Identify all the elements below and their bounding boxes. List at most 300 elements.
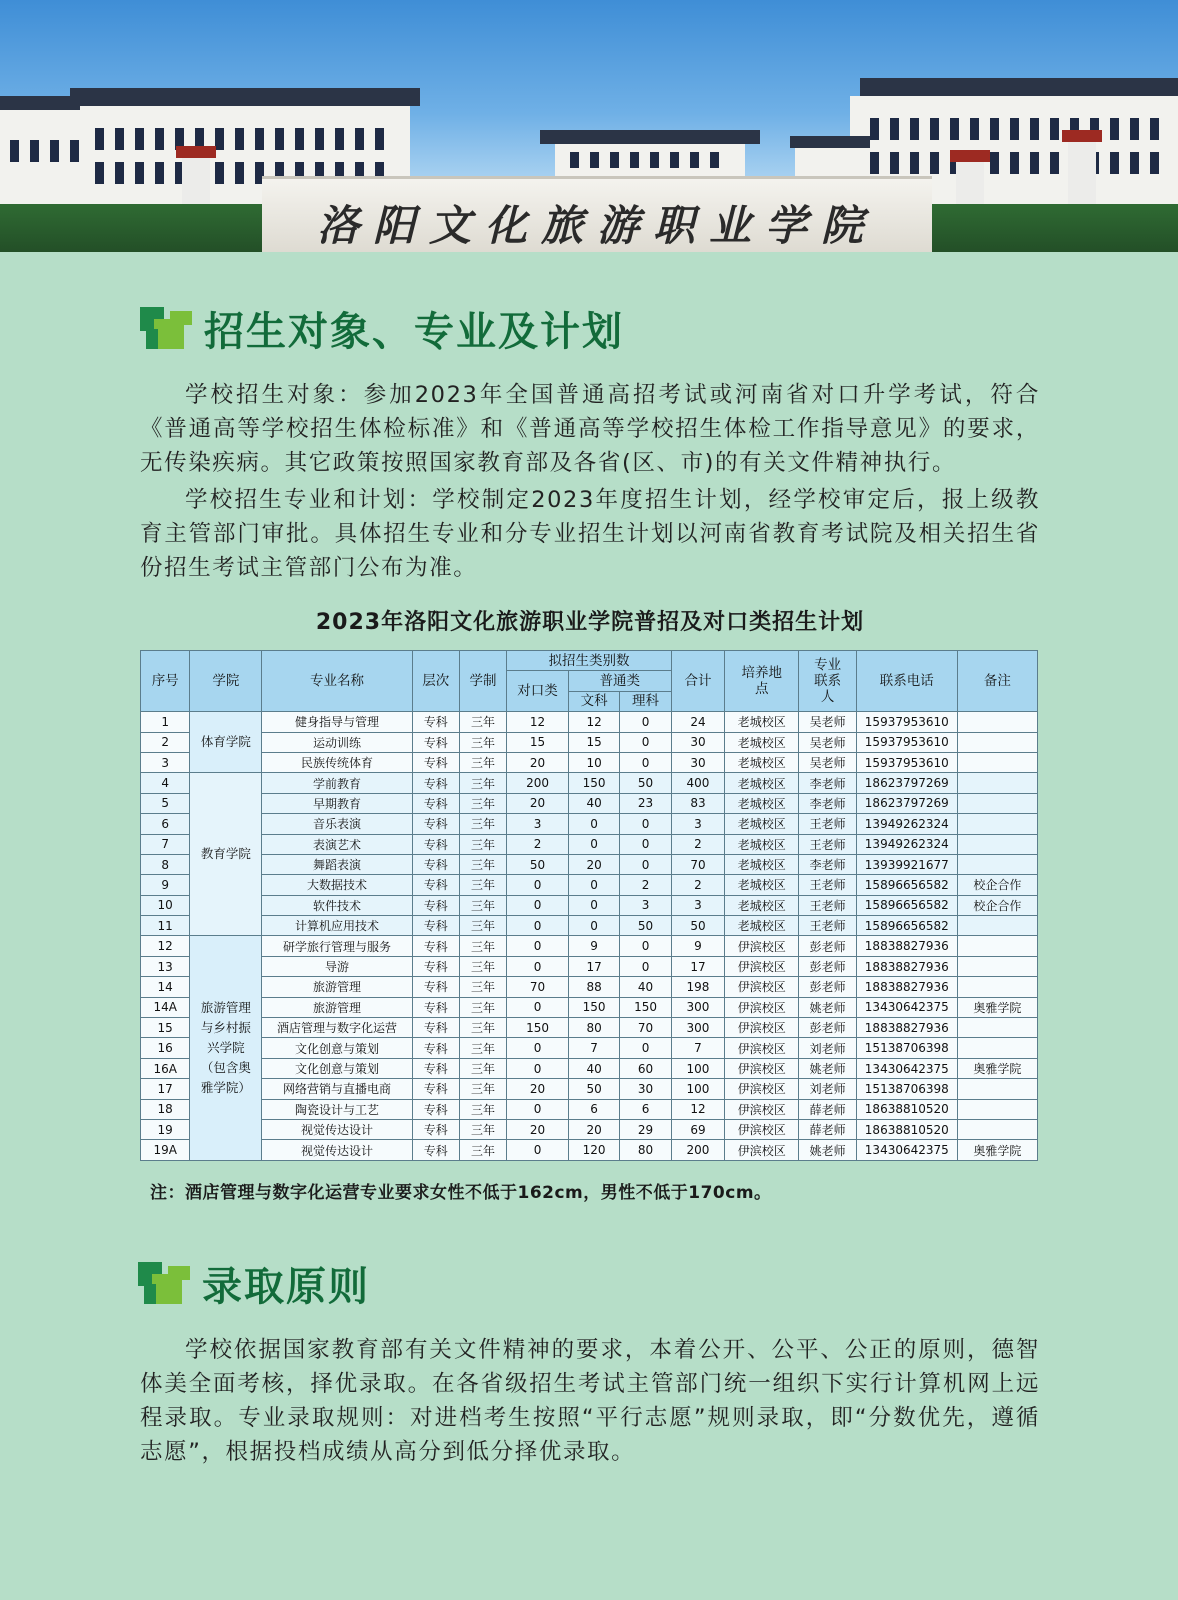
cell-seq: 19A bbox=[141, 1140, 190, 1160]
cell-total: 17 bbox=[671, 956, 724, 976]
cell-remark bbox=[957, 773, 1037, 793]
cell-wenke: 7 bbox=[568, 1038, 619, 1058]
building-windows bbox=[10, 140, 80, 162]
cell-contact: 李老师 bbox=[799, 793, 857, 813]
cell-duikou: 0 bbox=[507, 997, 569, 1017]
cell-level: 专科 bbox=[412, 1079, 459, 1099]
cell-years: 三年 bbox=[459, 1058, 506, 1078]
cell-major: 旅游管理 bbox=[262, 997, 412, 1017]
cell-total: 24 bbox=[671, 712, 724, 732]
cell-duikou: 200 bbox=[507, 773, 569, 793]
cell-seq: 4 bbox=[141, 773, 190, 793]
header-planned: 拟招生类别数 bbox=[507, 651, 672, 671]
cell-years: 三年 bbox=[459, 1119, 506, 1139]
school-name-plaque bbox=[262, 176, 932, 252]
cell-seq: 11 bbox=[141, 916, 190, 936]
cell-wenke: 17 bbox=[568, 956, 619, 976]
table-row bbox=[141, 814, 1038, 834]
table-row bbox=[141, 712, 1038, 732]
cell-level: 专科 bbox=[412, 977, 459, 997]
cell-seq: 16 bbox=[141, 1038, 190, 1058]
cell-level: 专科 bbox=[412, 1038, 459, 1058]
cell-years: 三年 bbox=[459, 895, 506, 915]
cell-wenke: 150 bbox=[568, 997, 619, 1017]
cell-remark: 校企合作 bbox=[957, 895, 1037, 915]
table-row bbox=[141, 1079, 1038, 1099]
pillar-cap bbox=[1062, 130, 1102, 142]
table-row bbox=[141, 977, 1038, 997]
cell-major: 酒店管理与数字化运营 bbox=[262, 1018, 412, 1038]
section-heading-admission bbox=[138, 1255, 370, 1312]
cell-location: 伊滨校区 bbox=[725, 997, 799, 1017]
cell-seq: 8 bbox=[141, 854, 190, 874]
cell-years: 三年 bbox=[459, 773, 506, 793]
cell-duikou: 0 bbox=[507, 916, 569, 936]
building-windows bbox=[95, 128, 395, 150]
table-row bbox=[141, 854, 1038, 874]
table-row bbox=[141, 793, 1038, 813]
cell-seq: 9 bbox=[141, 875, 190, 895]
header-seq: 序号 bbox=[141, 651, 190, 712]
cell-like: 29 bbox=[620, 1119, 671, 1139]
cell-total: 300 bbox=[671, 1018, 724, 1038]
cell-total: 400 bbox=[671, 773, 724, 793]
cell-level: 专科 bbox=[412, 895, 459, 915]
cell-phone: 13949262324 bbox=[856, 814, 957, 834]
cell-level: 专科 bbox=[412, 1119, 459, 1139]
cell-remark bbox=[957, 916, 1037, 936]
cell-like: 0 bbox=[620, 814, 671, 834]
cell-location: 伊滨校区 bbox=[725, 1099, 799, 1119]
cell-duikou: 0 bbox=[507, 1058, 569, 1078]
cell-phone: 15937953610 bbox=[856, 732, 957, 752]
table-row bbox=[141, 1099, 1038, 1119]
cell-level: 专科 bbox=[412, 793, 459, 813]
cell-wenke: 120 bbox=[568, 1140, 619, 1160]
cell-like: 0 bbox=[620, 834, 671, 854]
cell-duikou: 0 bbox=[507, 875, 569, 895]
cell-location: 老城校区 bbox=[725, 732, 799, 752]
pillar-cap bbox=[176, 146, 216, 158]
cell-location: 老城校区 bbox=[725, 895, 799, 915]
cell-seq: 7 bbox=[141, 834, 190, 854]
cell-phone: 15896656582 bbox=[856, 916, 957, 936]
cell-wenke: 0 bbox=[568, 916, 619, 936]
cell-duikou: 50 bbox=[507, 854, 569, 874]
table-row bbox=[141, 875, 1038, 895]
cell-wenke: 12 bbox=[568, 712, 619, 732]
header-level: 层次 bbox=[412, 651, 459, 712]
cell-contact: 刘老师 bbox=[799, 1079, 857, 1099]
cell-total: 70 bbox=[671, 854, 724, 874]
table-row bbox=[141, 895, 1038, 915]
cell-level: 专科 bbox=[412, 1018, 459, 1038]
cell-location: 老城校区 bbox=[725, 834, 799, 854]
building-roof bbox=[860, 78, 1178, 96]
cell-years: 三年 bbox=[459, 1038, 506, 1058]
cell-major: 导游 bbox=[262, 956, 412, 976]
cell-years: 三年 bbox=[459, 834, 506, 854]
cell-seq: 3 bbox=[141, 752, 190, 772]
campus-banner bbox=[0, 0, 1178, 252]
cell-phone: 15896656582 bbox=[856, 875, 957, 895]
cell-total: 50 bbox=[671, 916, 724, 936]
cell-wenke: 150 bbox=[568, 773, 619, 793]
cell-years: 三年 bbox=[459, 1099, 506, 1119]
cell-duikou: 70 bbox=[507, 977, 569, 997]
cell-location: 伊滨校区 bbox=[725, 1140, 799, 1160]
cell-seq: 1 bbox=[141, 712, 190, 732]
header-remark: 备注 bbox=[957, 651, 1037, 712]
cell-years: 三年 bbox=[459, 712, 506, 732]
header-phone: 联系电话 bbox=[856, 651, 957, 712]
cell-phone: 13430642375 bbox=[856, 1140, 957, 1160]
cell-total: 30 bbox=[671, 732, 724, 752]
cell-phone: 15937953610 bbox=[856, 712, 957, 732]
cell-remark: 奥雅学院 bbox=[957, 1058, 1037, 1078]
cell-level: 专科 bbox=[412, 1058, 459, 1078]
cell-level: 专科 bbox=[412, 854, 459, 874]
cell-total: 2 bbox=[671, 834, 724, 854]
cell-duikou: 20 bbox=[507, 1079, 569, 1099]
table-row bbox=[141, 752, 1038, 772]
cell-major: 音乐表演 bbox=[262, 814, 412, 834]
cell-like: 0 bbox=[620, 854, 671, 874]
cell-years: 三年 bbox=[459, 875, 506, 895]
cell-location: 老城校区 bbox=[725, 712, 799, 732]
cell-level: 专科 bbox=[412, 997, 459, 1017]
cell-major: 旅游管理 bbox=[262, 977, 412, 997]
cell-level: 专科 bbox=[412, 773, 459, 793]
cell-phone: 18638810520 bbox=[856, 1099, 957, 1119]
cell-major: 表演艺术 bbox=[262, 834, 412, 854]
cell-major: 文化创意与策划 bbox=[262, 1058, 412, 1078]
cell-major: 学前教育 bbox=[262, 773, 412, 793]
cell-total: 83 bbox=[671, 793, 724, 813]
table-title: 2023年洛阳文化旅游职业学院普招及对口类招生计划 bbox=[315, 610, 865, 635]
cell-total: 300 bbox=[671, 997, 724, 1017]
section-title: 录取原则 bbox=[202, 1264, 370, 1310]
cell-like: 0 bbox=[620, 956, 671, 976]
cell-major: 网络营销与直播电商 bbox=[262, 1079, 412, 1099]
cell-wenke: 40 bbox=[568, 1058, 619, 1078]
cell-contact: 彭老师 bbox=[799, 936, 857, 956]
cell-duikou: 15 bbox=[507, 732, 569, 752]
cell-level: 专科 bbox=[412, 752, 459, 772]
cell-remark bbox=[957, 854, 1037, 874]
cell-years: 三年 bbox=[459, 793, 506, 813]
cell-duikou: 0 bbox=[507, 1140, 569, 1160]
cell-college: 教育学院 bbox=[190, 773, 262, 936]
cell-wenke: 6 bbox=[568, 1099, 619, 1119]
cell-location: 伊滨校区 bbox=[725, 1079, 799, 1099]
cell-location: 伊滨校区 bbox=[725, 1058, 799, 1078]
cell-total: 198 bbox=[671, 977, 724, 997]
cell-seq: 5 bbox=[141, 793, 190, 813]
cell-remark bbox=[957, 752, 1037, 772]
cell-like: 80 bbox=[620, 1140, 671, 1160]
cell-phone: 18838827936 bbox=[856, 956, 957, 976]
cell-phone: 15138706398 bbox=[856, 1038, 957, 1058]
cell-wenke: 0 bbox=[568, 834, 619, 854]
cell-location: 伊滨校区 bbox=[725, 936, 799, 956]
cell-seq: 19 bbox=[141, 1119, 190, 1139]
cell-college: 体育学院 bbox=[190, 712, 262, 773]
cell-level: 专科 bbox=[412, 936, 459, 956]
cell-contact: 李老师 bbox=[799, 854, 857, 874]
cell-contact: 王老师 bbox=[799, 834, 857, 854]
cell-location: 老城校区 bbox=[725, 752, 799, 772]
header-location: 培养地点 bbox=[725, 651, 799, 712]
cell-seq: 6 bbox=[141, 814, 190, 834]
cell-seq: 14A bbox=[141, 997, 190, 1017]
cell-like: 0 bbox=[620, 936, 671, 956]
cell-years: 三年 bbox=[459, 814, 506, 834]
cell-total: 30 bbox=[671, 752, 724, 772]
cell-duikou: 20 bbox=[507, 752, 569, 772]
cell-total: 3 bbox=[671, 814, 724, 834]
section-square-icon bbox=[138, 1262, 192, 1306]
cell-level: 专科 bbox=[412, 834, 459, 854]
cell-location: 老城校区 bbox=[725, 814, 799, 834]
cell-major: 视觉传达设计 bbox=[262, 1140, 412, 1160]
cell-years: 三年 bbox=[459, 854, 506, 874]
cell-total: 9 bbox=[671, 936, 724, 956]
cell-duikou: 12 bbox=[507, 712, 569, 732]
cell-remark bbox=[957, 793, 1037, 813]
cell-location: 伊滨校区 bbox=[725, 1119, 799, 1139]
cell-major: 陶瓷设计与工艺 bbox=[262, 1099, 412, 1119]
header-college: 学院 bbox=[190, 651, 262, 712]
cell-phone: 18838827936 bbox=[856, 977, 957, 997]
table-row bbox=[141, 1018, 1038, 1038]
cell-phone: 18623797269 bbox=[856, 773, 957, 793]
cell-phone: 15896656582 bbox=[856, 895, 957, 915]
cell-duikou: 2 bbox=[507, 834, 569, 854]
cell-major: 健身指导与管理 bbox=[262, 712, 412, 732]
cell-remark: 奥雅学院 bbox=[957, 997, 1037, 1017]
table-row bbox=[141, 1140, 1038, 1160]
cell-like: 0 bbox=[620, 752, 671, 772]
cell-wenke: 0 bbox=[568, 814, 619, 834]
cell-level: 专科 bbox=[412, 814, 459, 834]
cell-contact: 吴老师 bbox=[799, 752, 857, 772]
table-row bbox=[141, 916, 1038, 936]
enrollment-plan-table bbox=[140, 650, 1038, 1161]
cell-location: 伊滨校区 bbox=[725, 1018, 799, 1038]
cell-level: 专科 bbox=[412, 956, 459, 976]
section-square-icon bbox=[140, 307, 194, 351]
cell-like: 3 bbox=[620, 895, 671, 915]
cell-seq: 10 bbox=[141, 895, 190, 915]
cell-contact: 王老师 bbox=[799, 895, 857, 915]
cell-seq: 13 bbox=[141, 956, 190, 976]
cell-major: 民族传统体育 bbox=[262, 752, 412, 772]
cell-major: 研学旅行管理与服务 bbox=[262, 936, 412, 956]
cell-wenke: 15 bbox=[568, 732, 619, 752]
cell-contact: 彭老师 bbox=[799, 1018, 857, 1038]
cell-contact: 姚老师 bbox=[799, 1140, 857, 1160]
cell-remark bbox=[957, 1018, 1037, 1038]
cell-wenke: 20 bbox=[568, 854, 619, 874]
header-years: 学制 bbox=[459, 651, 506, 712]
enrollment-plan-paragraph: 学校招生专业和计划：学校制定2023年度招生计划，经学校审定后，报上级教育主管部门审批。具体招生专业和分专业招生计划以河南省教育考试院及相关招生省份招生考试主管部门公布为准。 bbox=[140, 487, 1040, 581]
cell-level: 专科 bbox=[412, 1099, 459, 1119]
cell-total: 7 bbox=[671, 1038, 724, 1058]
cell-remark bbox=[957, 977, 1037, 997]
cell-contact: 吴老师 bbox=[799, 712, 857, 732]
cell-like: 40 bbox=[620, 977, 671, 997]
table-row bbox=[141, 936, 1038, 956]
cell-remark bbox=[957, 956, 1037, 976]
cell-major: 视觉传达设计 bbox=[262, 1119, 412, 1139]
cell-contact: 薛老师 bbox=[799, 1119, 857, 1139]
cell-college: 旅游管理与乡村振兴学院（包含奥雅学院） bbox=[190, 936, 262, 1160]
cell-seq: 14 bbox=[141, 977, 190, 997]
cell-contact: 王老师 bbox=[799, 875, 857, 895]
cell-contact: 姚老师 bbox=[799, 997, 857, 1017]
cell-like: 6 bbox=[620, 1099, 671, 1119]
cell-remark bbox=[957, 834, 1037, 854]
cell-seq: 18 bbox=[141, 1099, 190, 1119]
cell-phone: 18838827936 bbox=[856, 936, 957, 956]
cell-remark bbox=[957, 732, 1037, 752]
cell-seq: 2 bbox=[141, 732, 190, 752]
cell-location: 老城校区 bbox=[725, 793, 799, 813]
cell-like: 60 bbox=[620, 1058, 671, 1078]
cell-major: 大数据技术 bbox=[262, 875, 412, 895]
building-roof bbox=[790, 136, 870, 148]
cell-phone: 15937953610 bbox=[856, 752, 957, 772]
cell-contact: 王老师 bbox=[799, 916, 857, 936]
cell-contact: 彭老师 bbox=[799, 956, 857, 976]
cell-like: 0 bbox=[620, 1038, 671, 1058]
cell-remark bbox=[957, 814, 1037, 834]
table-row bbox=[141, 956, 1038, 976]
table-row bbox=[141, 1038, 1038, 1058]
cell-contact: 李老师 bbox=[799, 773, 857, 793]
cell-like: 2 bbox=[620, 875, 671, 895]
cell-duikou: 0 bbox=[507, 936, 569, 956]
cell-wenke: 50 bbox=[568, 1079, 619, 1099]
cell-years: 三年 bbox=[459, 732, 506, 752]
table-row bbox=[141, 773, 1038, 793]
cell-location: 伊滨校区 bbox=[725, 1038, 799, 1058]
cell-location: 伊滨校区 bbox=[725, 956, 799, 976]
enrollment-target-paragraph: 学校招生对象：参加2023年全国普通高招考试或河南省对口升学考试，符合《普通高等学校招生体检标准》和《普通高等学校招生体检工作指导意见》的要求，无传染疾病。其它政策按照国家教育部及各省(区、市)的有关文件精神执行。 bbox=[140, 382, 1040, 476]
cell-major: 计算机应用技术 bbox=[262, 916, 412, 936]
cell-level: 专科 bbox=[412, 875, 459, 895]
cell-years: 三年 bbox=[459, 1140, 506, 1160]
cell-duikou: 20 bbox=[507, 1119, 569, 1139]
cell-location: 老城校区 bbox=[725, 773, 799, 793]
header-major: 专业名称 bbox=[262, 651, 412, 712]
building-roof bbox=[70, 88, 420, 106]
cell-years: 三年 bbox=[459, 956, 506, 976]
pillar-cap bbox=[950, 150, 990, 162]
cell-years: 三年 bbox=[459, 752, 506, 772]
cell-major: 软件技术 bbox=[262, 895, 412, 915]
cell-total: 100 bbox=[671, 1058, 724, 1078]
admission-principle-paragraph: 学校依据国家教育部有关文件精神的要求，本着公开、公平、公正的原则，德智体美全面考核，择优录取。在各省级招生考试主管部门统一组织下实行计算机网上远程录取。专业录取规则：对进档考生按照“平行志愿”规则录取，即“分数优先，遵循志愿”，根据投档成绩从高分到低分择优录取。 bbox=[140, 1337, 1040, 1465]
cell-major: 文化创意与策划 bbox=[262, 1038, 412, 1058]
cell-years: 三年 bbox=[459, 1018, 506, 1038]
section-title: 招生对象、专业及计划 bbox=[204, 309, 624, 355]
building-windows bbox=[870, 118, 1170, 140]
cell-phone: 15138706398 bbox=[856, 1079, 957, 1099]
cell-total: 3 bbox=[671, 895, 724, 915]
cell-total: 2 bbox=[671, 875, 724, 895]
header-duikou: 对口类 bbox=[507, 671, 569, 712]
cell-remark bbox=[957, 1079, 1037, 1099]
cell-contact: 薛老师 bbox=[799, 1099, 857, 1119]
cell-level: 专科 bbox=[412, 916, 459, 936]
cell-wenke: 0 bbox=[568, 895, 619, 915]
cell-contact: 姚老师 bbox=[799, 1058, 857, 1078]
cell-contact: 王老师 bbox=[799, 814, 857, 834]
cell-duikou: 0 bbox=[507, 956, 569, 976]
cell-years: 三年 bbox=[459, 936, 506, 956]
cell-like: 23 bbox=[620, 793, 671, 813]
cell-location: 老城校区 bbox=[725, 916, 799, 936]
cell-phone: 18638810520 bbox=[856, 1119, 957, 1139]
cell-duikou: 3 bbox=[507, 814, 569, 834]
cell-years: 三年 bbox=[459, 1079, 506, 1099]
school-name: 洛阳文化旅游职业学院 bbox=[316, 201, 877, 250]
cell-seq: 16A bbox=[141, 1058, 190, 1078]
cell-remark: 奥雅学院 bbox=[957, 1140, 1037, 1160]
building-windows bbox=[870, 152, 1170, 174]
cell-years: 三年 bbox=[459, 977, 506, 997]
building-windows bbox=[570, 152, 730, 168]
cell-major: 运动训练 bbox=[262, 732, 412, 752]
cell-wenke: 80 bbox=[568, 1018, 619, 1038]
cell-major: 舞蹈表演 bbox=[262, 854, 412, 874]
table-row bbox=[141, 997, 1038, 1017]
cell-contact: 彭老师 bbox=[799, 977, 857, 997]
cell-total: 200 bbox=[671, 1140, 724, 1160]
cell-like: 70 bbox=[620, 1018, 671, 1038]
cell-duikou: 150 bbox=[507, 1018, 569, 1038]
cell-contact: 吴老师 bbox=[799, 732, 857, 752]
cell-like: 50 bbox=[620, 773, 671, 793]
table-note: 注：酒店管理与数字化运营专业要求女性不低于162cm，男性不低于170cm。 bbox=[150, 1183, 772, 1203]
cell-years: 三年 bbox=[459, 916, 506, 936]
cell-duikou: 0 bbox=[507, 1038, 569, 1058]
cell-like: 0 bbox=[620, 732, 671, 752]
cell-wenke: 88 bbox=[568, 977, 619, 997]
cell-location: 老城校区 bbox=[725, 854, 799, 874]
cell-phone: 13949262324 bbox=[856, 834, 957, 854]
cell-years: 三年 bbox=[459, 997, 506, 1017]
cell-remark bbox=[957, 1038, 1037, 1058]
cell-remark bbox=[957, 1099, 1037, 1119]
cell-wenke: 20 bbox=[568, 1119, 619, 1139]
cell-seq: 15 bbox=[141, 1018, 190, 1038]
cell-wenke: 0 bbox=[568, 875, 619, 895]
cell-wenke: 9 bbox=[568, 936, 619, 956]
cell-seq: 17 bbox=[141, 1079, 190, 1099]
table-row bbox=[141, 1119, 1038, 1139]
cell-total: 100 bbox=[671, 1079, 724, 1099]
table-row bbox=[141, 732, 1038, 752]
cell-location: 伊滨校区 bbox=[725, 977, 799, 997]
cell-major: 早期教育 bbox=[262, 793, 412, 813]
cell-level: 专科 bbox=[412, 732, 459, 752]
cell-remark bbox=[957, 1119, 1037, 1139]
cell-total: 12 bbox=[671, 1099, 724, 1119]
cell-wenke: 40 bbox=[568, 793, 619, 813]
